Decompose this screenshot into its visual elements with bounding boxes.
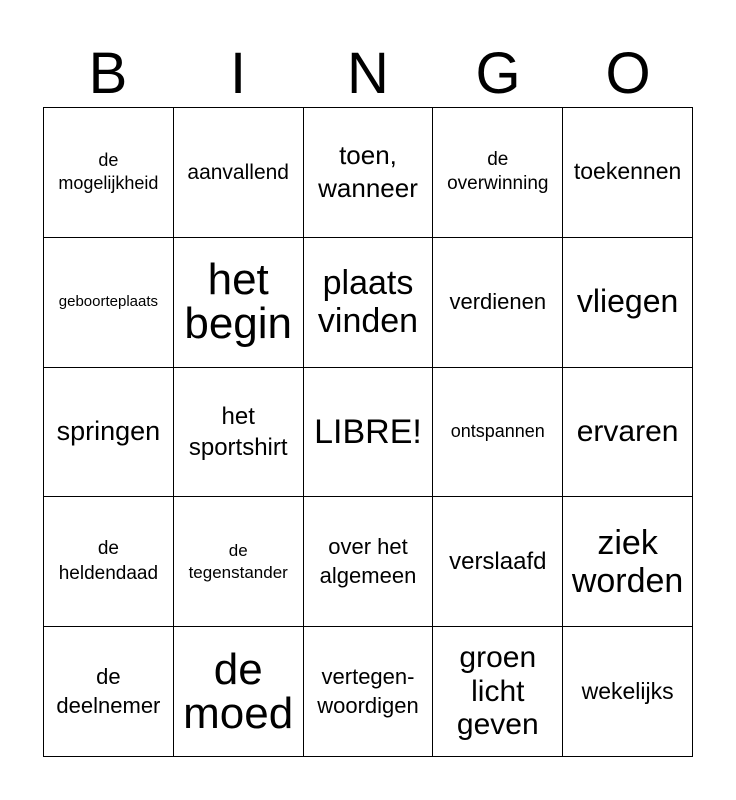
- bingo-cell[interactable]: [304, 108, 434, 238]
- bingo-cell[interactable]: [433, 368, 563, 498]
- bingo-cell[interactable]: [44, 108, 174, 238]
- cell-text: vertegen-woordigen: [317, 664, 419, 718]
- cell-text: toekennen: [573, 158, 682, 185]
- bingo-header: [43, 40, 693, 108]
- bingo-cell[interactable]: [44, 497, 174, 627]
- cell-text: het begin: [184, 255, 293, 349]
- cell-text: de overwinning: [447, 148, 549, 195]
- cell-text: over het algemeen: [319, 534, 417, 588]
- bingo-cell[interactable]: [304, 627, 434, 757]
- cell-text: de moed: [183, 644, 294, 738]
- bingo-cell[interactable]: [563, 238, 693, 368]
- header-letter-o: O: [605, 41, 651, 106]
- bingo-cell[interactable]: [174, 627, 304, 757]
- bingo-cell[interactable]: [433, 497, 563, 627]
- cell-text: het sportshirt: [188, 402, 288, 461]
- bingo-cell[interactable]: [44, 238, 174, 368]
- bingo-cell[interactable]: [563, 368, 693, 498]
- bingo-cell[interactable]: [563, 108, 693, 238]
- cell-text: de tegenstander: [188, 540, 288, 582]
- bingo-cell[interactable]: [44, 627, 174, 757]
- free-space-cell[interactable]: [304, 368, 434, 498]
- cell-text: wekelijks: [581, 677, 674, 704]
- cell-text: verdienen: [449, 288, 547, 314]
- bingo-cell[interactable]: [433, 108, 563, 238]
- bingo-cell[interactable]: [174, 497, 304, 627]
- cell-text: de deelnemer: [56, 664, 161, 718]
- cell-text: ervaren: [576, 415, 679, 449]
- bingo-cell[interactable]: [174, 238, 304, 368]
- cell-text: aanvallend: [187, 160, 289, 184]
- bingo-cell[interactable]: [563, 497, 693, 627]
- header-letter-b: B: [88, 41, 128, 106]
- cell-text: ziek worden: [571, 523, 684, 600]
- cell-text: de heldendaad: [58, 538, 159, 584]
- cell-text: toen, wanneer: [318, 139, 418, 204]
- cell-text: geboorteplaats: [58, 293, 159, 311]
- bingo-cell[interactable]: [563, 627, 693, 757]
- header-letter-n: N: [347, 41, 389, 106]
- cell-text: springen: [56, 416, 161, 447]
- cell-text: groen licht geven: [456, 641, 539, 742]
- bingo-cell[interactable]: [174, 108, 304, 238]
- bingo-card-grid: [43, 107, 693, 757]
- cell-text: de mogelijkheid: [58, 150, 159, 194]
- cell-text: LIBRE!: [314, 412, 422, 451]
- bingo-cell[interactable]: [433, 627, 563, 757]
- bingo-cell[interactable]: [174, 368, 304, 498]
- bingo-cell[interactable]: [433, 238, 563, 368]
- bingo-cell[interactable]: [304, 497, 434, 627]
- bingo-cell[interactable]: [44, 368, 174, 498]
- header-letter-i: I: [229, 41, 247, 106]
- cell-text: verslaafd: [449, 548, 547, 576]
- bingo-cell[interactable]: [304, 238, 434, 368]
- cell-text: plaats vinden: [317, 264, 419, 341]
- cell-text: ontspannen: [450, 421, 545, 442]
- cell-text: vliegen: [576, 283, 679, 320]
- header-letter-g: G: [475, 41, 521, 106]
